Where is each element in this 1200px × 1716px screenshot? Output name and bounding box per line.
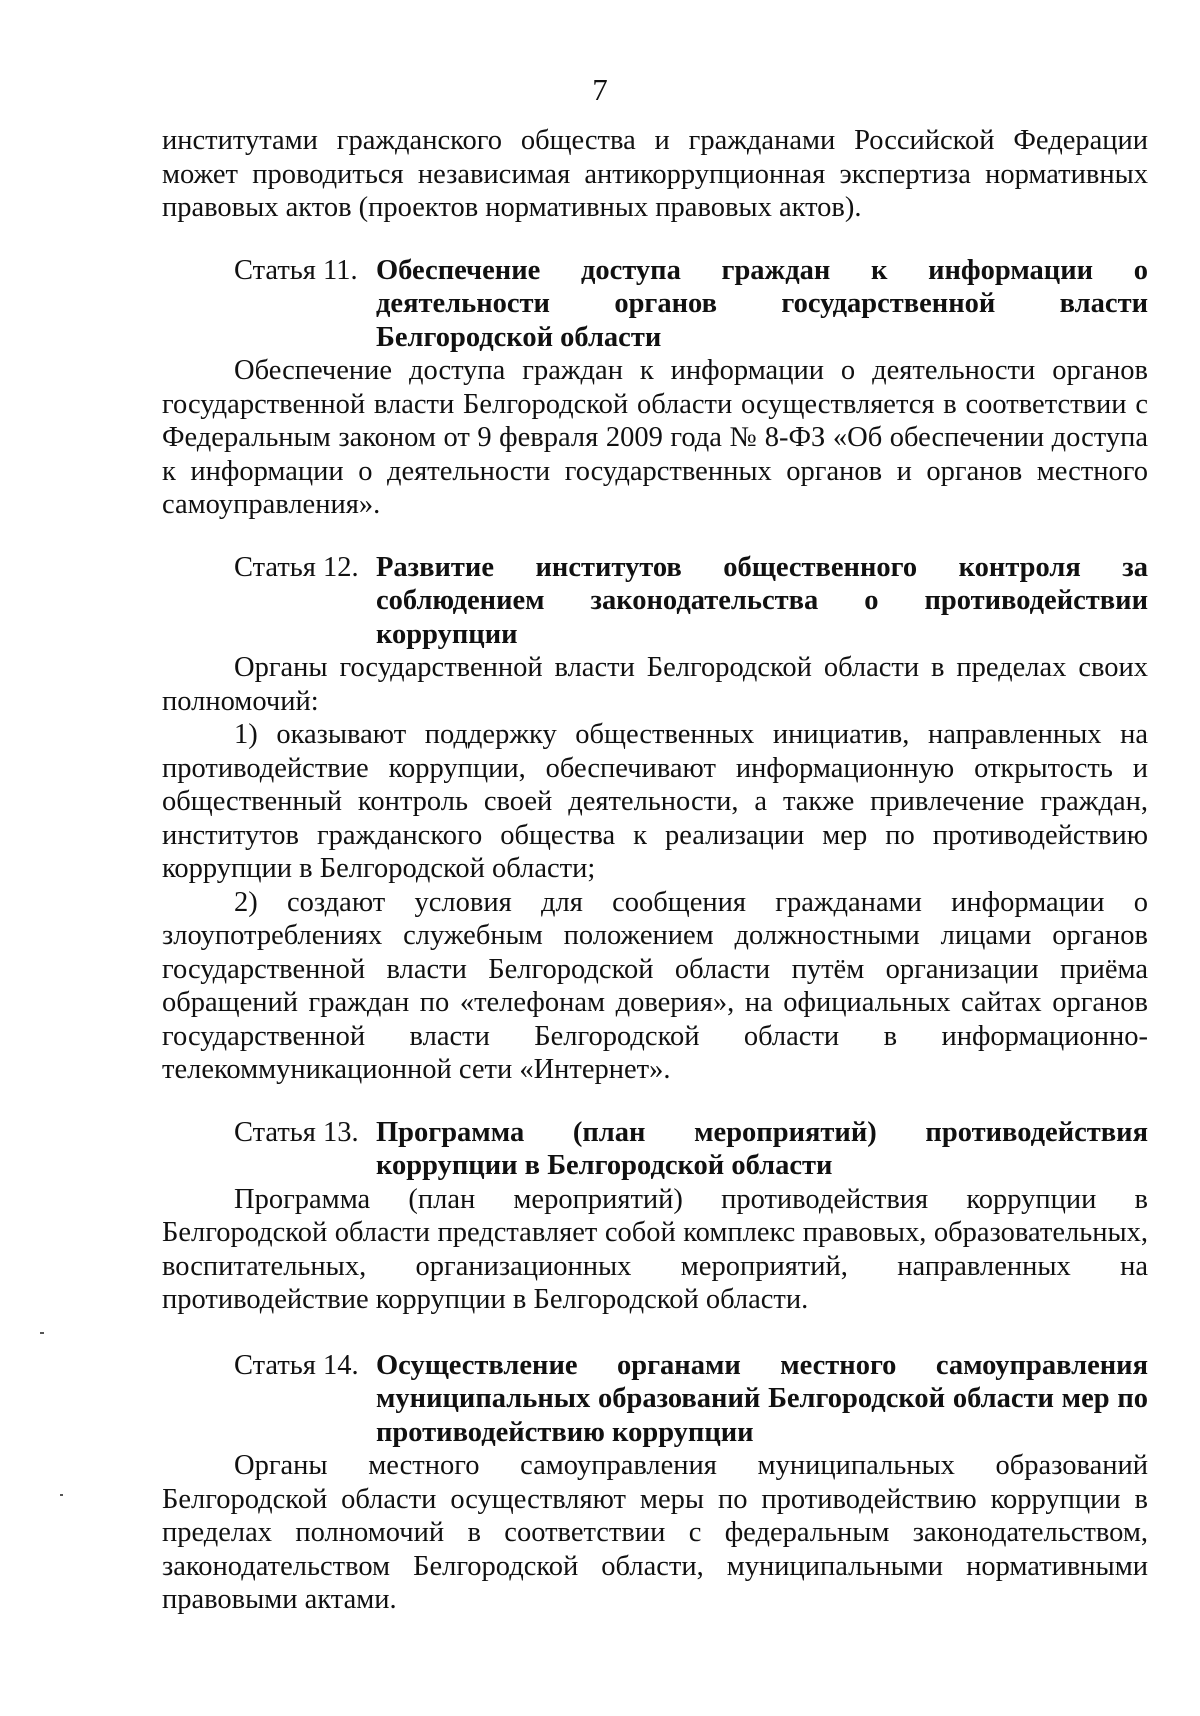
article-number: Статья 14.: [234, 1349, 359, 1381]
intro-paragraph: институтами гражданского общества и гражданами Российской Федерации может проводиться независимая антикоррупционная экспертиза нормативных правовых актов (проектов нормативных правовых актов).: [162, 125, 1148, 223]
article-title: Обеспечение доступа граждан к информации о деятельности органов государственной власти Белгородской области: [376, 254, 1148, 353]
article-13-paragraph-1: Программа (план мероприятий) противодействия коррупции в Белгородской области представляет собой комплекс правовых, образовательных, воспитательных, организационных мероприятий, направленных на противодействие коррупции в Белгородской области.: [162, 1183, 1148, 1315]
article-number: Статья 11.: [234, 254, 358, 286]
article-12-paragraph-1: Органы государственной власти Белгородской области в пределах своих полномочий:: [162, 652, 1148, 717]
document-body: [162, 124, 1148, 1617]
article-14-paragraph-1: Органы местного самоуправления муниципальных образований Белгородской области осуществляют меры по противодействию коррупции в пределах полномочий в соответствии с федеральным законодательством, законодательством Белгородской области, муниципальными нормативными правовыми актами.: [162, 1450, 1148, 1615]
scan-speck: [60, 1494, 63, 1496]
article-12-item-2: 2) создают условия для сообщения гражданами информации о злоупотреблениях служебным положением должностными лицами органов государственной власти Белгородской области путём организации приёма обращений граждан по «телефонам доверия», на официальных сайтах органов государственной власти Белгородской области в информационно-телекоммуникационной сети «Интернет».: [162, 886, 1148, 1085]
article-number: Статья 13.: [234, 1116, 359, 1148]
article-title: Развитие институтов общественного контроля за соблюдением законодательства о противодействии коррупции: [376, 551, 1148, 650]
article-title: Осуществление органами местного самоуправления муниципальных образований Белгородской области мер по противодействию коррупции: [376, 1349, 1148, 1448]
page-number: 7: [592, 72, 608, 107]
article-number: Статья 12.: [234, 551, 359, 583]
article-14-heading: [162, 1349, 1148, 1450]
scan-speck: [40, 1332, 44, 1334]
article-title: Программа (план мероприятий) противодействия коррупции в Белгородской области: [376, 1116, 1148, 1181]
article-12-item-1: 1) оказывают поддержку общественных инициатив, направленных на противодействие коррупции, обеспечивают информационную открытость и общественный контроль своей деятельности, а также привлечение граждан, институтов гражданского общества к реализации мер по противодействию коррупции в Белгородской области;: [162, 719, 1148, 884]
article-12-heading: [162, 551, 1148, 652]
article-11-heading: [162, 254, 1148, 355]
article-11-paragraph-1: Обеспечение доступа граждан к информации о деятельности органов государственной власти Белгородской области осуществляется в соответствии с Федеральным законом от 9 февраля 2009 года № 8-ФЗ «Об обеспечении доступа к информации о деятельности государственных органов и органов местного самоуправления».: [162, 355, 1148, 520]
article-13-heading: [162, 1116, 1148, 1183]
